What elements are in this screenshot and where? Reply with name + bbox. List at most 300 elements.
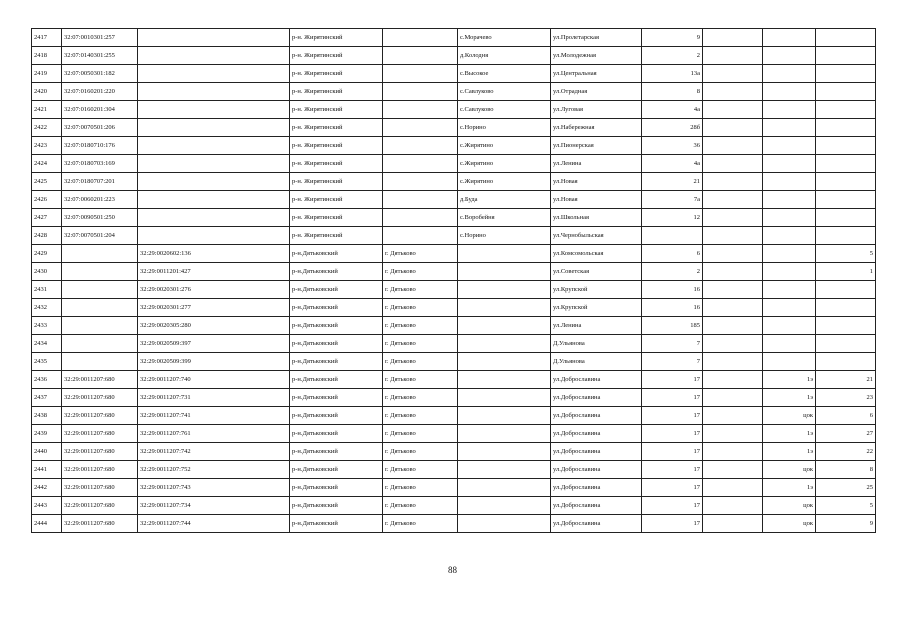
table-row — [32, 209, 876, 227]
table-cell: Д.Ульянова — [551, 335, 642, 353]
table-row — [32, 245, 876, 263]
table-row — [32, 173, 876, 191]
table-cell — [703, 443, 763, 461]
table-row — [32, 497, 876, 515]
table-cell: с.Жирятино — [458, 155, 551, 173]
table-cell — [383, 119, 458, 137]
table-cell — [703, 371, 763, 389]
table-cell: 32:29:0020305:280 — [138, 317, 290, 335]
table-cell — [816, 299, 876, 317]
table-cell — [383, 155, 458, 173]
table-cell — [703, 191, 763, 209]
table-cell: 6 — [816, 407, 876, 425]
table-cell: г. Дятьково — [383, 389, 458, 407]
table-cell — [138, 47, 290, 65]
table-cell: 2431 — [32, 281, 62, 299]
table-cell: г. Дятьково — [383, 353, 458, 371]
table-cell — [383, 29, 458, 47]
table-row — [32, 281, 876, 299]
table-cell: 32:29:0011207:740 — [138, 371, 290, 389]
table-cell: 2428 — [32, 227, 62, 245]
table-cell: ул.Крупской — [551, 281, 642, 299]
table-row — [32, 353, 876, 371]
table-cell: р-н.Дятьковский — [290, 299, 383, 317]
table-cell: ул.Крупской — [551, 299, 642, 317]
table-cell: р-н. Жирятинский — [290, 191, 383, 209]
table-cell: с.Жирятино — [458, 137, 551, 155]
table-cell: с.Савлуково — [458, 83, 551, 101]
table-cell — [816, 47, 876, 65]
table-cell — [763, 191, 816, 209]
table-cell: 32:29:0020602:136 — [138, 245, 290, 263]
table-cell: г. Дятьково — [383, 443, 458, 461]
table-cell — [763, 353, 816, 371]
table-cell: 2424 — [32, 155, 62, 173]
table-cell — [458, 389, 551, 407]
table-cell — [62, 245, 138, 263]
table-cell: 17 — [642, 425, 703, 443]
table-cell — [138, 155, 290, 173]
table-cell: 25 — [816, 479, 876, 497]
table-cell: 17 — [642, 389, 703, 407]
table-cell: 32:29:0011207:741 — [138, 407, 290, 425]
table-cell — [763, 245, 816, 263]
table-cell — [458, 353, 551, 371]
table-cell: р-н.Дятьковский — [290, 263, 383, 281]
table-cell — [458, 443, 551, 461]
table-cell: 32:29:0011207:734 — [138, 497, 290, 515]
table-cell: 32:29:0011207:680 — [62, 407, 138, 425]
table-cell: цок — [763, 497, 816, 515]
table-cell: 32:29:0011207:743 — [138, 479, 290, 497]
table-cell: 1э — [763, 425, 816, 443]
table-cell: ул.Отрадная — [551, 83, 642, 101]
table-row — [32, 29, 876, 47]
table-cell — [703, 515, 763, 533]
table-cell: 32:29:0011207:680 — [62, 515, 138, 533]
table-cell — [62, 281, 138, 299]
table-cell: 2429 — [32, 245, 62, 263]
table-cell: 32:29:0011207:731 — [138, 389, 290, 407]
table-row — [32, 317, 876, 335]
table-cell: 2443 — [32, 497, 62, 515]
table-cell: д.Колодня — [458, 47, 551, 65]
table-cell: ул.Молодежная — [551, 47, 642, 65]
table-cell — [703, 209, 763, 227]
table-row — [32, 407, 876, 425]
table-cell: ул.Ленина — [551, 155, 642, 173]
table-cell: 2418 — [32, 47, 62, 65]
table-row — [32, 119, 876, 137]
table-cell — [383, 83, 458, 101]
table-cell: ул.Доброславина — [551, 407, 642, 425]
table-cell — [703, 299, 763, 317]
table-cell: 2425 — [32, 173, 62, 191]
table-row — [32, 461, 876, 479]
table-cell — [458, 497, 551, 515]
table-row — [32, 137, 876, 155]
table-cell: 2433 — [32, 317, 62, 335]
table-cell: 32:29:0020509:399 — [138, 353, 290, 371]
table-cell — [138, 137, 290, 155]
table-cell: 32:07:0180710:176 — [62, 137, 138, 155]
table-cell — [816, 281, 876, 299]
table-cell: 2427 — [32, 209, 62, 227]
table-cell — [763, 137, 816, 155]
table-cell — [763, 65, 816, 83]
table-cell: 32:07:0070501:204 — [62, 227, 138, 245]
table-cell — [383, 209, 458, 227]
table-cell: 2430 — [32, 263, 62, 281]
table-cell: 27 — [816, 425, 876, 443]
table-cell — [703, 173, 763, 191]
table-cell: 7а — [642, 191, 703, 209]
table-cell: 2 — [642, 263, 703, 281]
table-cell: 32:07:0160201:220 — [62, 83, 138, 101]
table-row — [32, 263, 876, 281]
table-cell: ул.Набережная — [551, 119, 642, 137]
table-cell — [138, 65, 290, 83]
table-cell: р-н.Дятьковский — [290, 425, 383, 443]
table-cell — [763, 227, 816, 245]
table-cell: цок — [763, 515, 816, 533]
table-cell: 1э — [763, 443, 816, 461]
table-cell: р-н.Дятьковский — [290, 335, 383, 353]
table-cell: р-н.Дятьковский — [290, 389, 383, 407]
table-cell — [703, 227, 763, 245]
table-cell — [763, 29, 816, 47]
table-cell — [458, 461, 551, 479]
table-row — [32, 425, 876, 443]
table-cell — [816, 101, 876, 119]
table-cell: р-н.Дятьковский — [290, 407, 383, 425]
table-cell: р-н. Жирятинский — [290, 29, 383, 47]
table-cell: р-н.Дятьковский — [290, 497, 383, 515]
table-cell: 32:07:0090501:250 — [62, 209, 138, 227]
table-row — [32, 65, 876, 83]
table-cell: 1 — [816, 263, 876, 281]
table-cell: ул.Доброславина — [551, 497, 642, 515]
table-cell: 2421 — [32, 101, 62, 119]
table-cell: 16 — [642, 299, 703, 317]
table-cell — [383, 191, 458, 209]
table-cell: 32:07:0180703:169 — [62, 155, 138, 173]
table-cell — [383, 137, 458, 155]
table-row — [32, 227, 876, 245]
table-cell: 32:29:0011207:680 — [62, 443, 138, 461]
table-cell: 2436 — [32, 371, 62, 389]
table-cell: 4а — [642, 155, 703, 173]
table-cell: г. Дятьково — [383, 461, 458, 479]
table-cell — [62, 299, 138, 317]
table-cell: р-н. Жирятинский — [290, 83, 383, 101]
table-cell — [763, 299, 816, 317]
table-cell — [703, 119, 763, 137]
table-row — [32, 47, 876, 65]
table-cell — [703, 425, 763, 443]
table-cell: д.Буда — [458, 191, 551, 209]
table-cell: 2426 — [32, 191, 62, 209]
table-cell — [816, 227, 876, 245]
table-cell: 22 — [816, 443, 876, 461]
table-cell — [703, 407, 763, 425]
table-cell: г. Дятьково — [383, 317, 458, 335]
table-cell — [703, 155, 763, 173]
table-cell — [816, 335, 876, 353]
table-cell: ул.Луговая — [551, 101, 642, 119]
table-cell — [62, 353, 138, 371]
table-cell — [62, 263, 138, 281]
table-cell: ул.Советская — [551, 263, 642, 281]
table-cell: 2422 — [32, 119, 62, 137]
table-cell: 32:29:0011207:742 — [138, 443, 290, 461]
table-cell — [703, 137, 763, 155]
table-cell — [62, 317, 138, 335]
table-cell — [703, 461, 763, 479]
page-number: 88 — [448, 565, 457, 575]
table-cell: р-н.Дятьковский — [290, 515, 383, 533]
table-cell: 32:29:0011207:680 — [62, 461, 138, 479]
table-cell: с.Высокое — [458, 65, 551, 83]
table-cell: р-н.Дятьковский — [290, 371, 383, 389]
table-cell: 7 — [642, 353, 703, 371]
table-cell: р-н.Дятьковский — [290, 353, 383, 371]
table-cell: 6 — [642, 245, 703, 263]
table-cell — [138, 101, 290, 119]
table-cell — [383, 173, 458, 191]
table-cell: 32:29:0011207:680 — [62, 389, 138, 407]
table-cell: 17 — [642, 443, 703, 461]
table-cell: р-н.Дятьковский — [290, 443, 383, 461]
table-cell: 21 — [816, 371, 876, 389]
table-cell — [458, 425, 551, 443]
table-cell — [763, 119, 816, 137]
table-cell — [763, 173, 816, 191]
table-cell: 8 — [816, 461, 876, 479]
table-cell: 32:07:0060201:223 — [62, 191, 138, 209]
table-cell: р-н. Жирятинский — [290, 101, 383, 119]
table-cell: 2434 — [32, 335, 62, 353]
table-cell — [458, 263, 551, 281]
table-cell: 17 — [642, 407, 703, 425]
table-row — [32, 191, 876, 209]
table-cell: 32:29:0011201:427 — [138, 263, 290, 281]
table-row — [32, 515, 876, 533]
table-cell: 32:29:0011207:744 — [138, 515, 290, 533]
table-cell: с.Воробейня — [458, 209, 551, 227]
table-cell: г. Дятьково — [383, 479, 458, 497]
table-cell: 2419 — [32, 65, 62, 83]
table-cell — [383, 101, 458, 119]
table-cell: 32:29:0020301:277 — [138, 299, 290, 317]
table-cell: 1э — [763, 371, 816, 389]
table-cell — [763, 101, 816, 119]
table-cell: г. Дятьково — [383, 371, 458, 389]
table-cell: 32:29:0011207:761 — [138, 425, 290, 443]
table-cell — [458, 317, 551, 335]
table-cell — [138, 173, 290, 191]
table-cell — [816, 29, 876, 47]
table-cell: 2441 — [32, 461, 62, 479]
table-cell: 17 — [642, 515, 703, 533]
table-cell — [763, 317, 816, 335]
table-cell: ул.Пионерская — [551, 137, 642, 155]
table-cell — [703, 281, 763, 299]
table-row — [32, 389, 876, 407]
table-cell — [383, 47, 458, 65]
table-cell — [816, 119, 876, 137]
table-cell — [816, 191, 876, 209]
table-cell: 32:07:0010301:257 — [62, 29, 138, 47]
table-cell: 32:29:0011207:680 — [62, 371, 138, 389]
table-cell — [458, 371, 551, 389]
table-cell: ул.Доброславина — [551, 479, 642, 497]
table-cell: 1э — [763, 389, 816, 407]
table-cell: г. Дятьково — [383, 299, 458, 317]
table-cell: р-н. Жирятинский — [290, 209, 383, 227]
table-cell: г. Дятьково — [383, 497, 458, 515]
table-cell — [458, 479, 551, 497]
table-cell: Д.Ульянова — [551, 353, 642, 371]
table-cell — [816, 83, 876, 101]
table-cell — [763, 263, 816, 281]
table-cell: 2444 — [32, 515, 62, 533]
table-cell: 9 — [816, 515, 876, 533]
table-cell: ул.Доброславина — [551, 371, 642, 389]
table-cell: 2442 — [32, 479, 62, 497]
table-cell — [763, 335, 816, 353]
table-row — [32, 101, 876, 119]
table-cell: 32:07:0140301:255 — [62, 47, 138, 65]
table-cell: с.Жирятино — [458, 173, 551, 191]
table-cell: 17 — [642, 461, 703, 479]
table-cell — [703, 29, 763, 47]
table-cell — [703, 497, 763, 515]
table-cell: 16 — [642, 281, 703, 299]
table-cell: цок — [763, 461, 816, 479]
table-cell: р-н.Дятьковский — [290, 479, 383, 497]
table-cell: 32:29:0011207:680 — [62, 425, 138, 443]
table-cell: 12 — [642, 209, 703, 227]
table-cell — [138, 29, 290, 47]
table-cell — [458, 299, 551, 317]
table-cell — [138, 227, 290, 245]
table-cell: ул.Пролетарская — [551, 29, 642, 47]
table-cell: 7 — [642, 335, 703, 353]
table-cell: с.Савлуково — [458, 101, 551, 119]
table-cell: 32:29:0011207:752 — [138, 461, 290, 479]
table-cell: 4а — [642, 101, 703, 119]
table-cell: 17 — [642, 479, 703, 497]
table-cell — [816, 65, 876, 83]
table-cell — [703, 263, 763, 281]
table-cell — [763, 155, 816, 173]
table-cell: 32:07:0070501:206 — [62, 119, 138, 137]
table-cell: ул.Школьная — [551, 209, 642, 227]
table-cell: 32:07:0180707:201 — [62, 173, 138, 191]
table-cell — [642, 227, 703, 245]
table-cell: ул.Доброславина — [551, 389, 642, 407]
table-cell: р-н.Дятьковский — [290, 317, 383, 335]
table-cell: г. Дятьково — [383, 245, 458, 263]
table-cell: 2417 — [32, 29, 62, 47]
table-cell: г. Дятьково — [383, 335, 458, 353]
table-cell — [138, 209, 290, 227]
table-cell: ул.Доброславина — [551, 425, 642, 443]
table-cell: ул.Ленина — [551, 317, 642, 335]
table-cell: р-н. Жирятинский — [290, 119, 383, 137]
table-cell: ул.Центральная — [551, 65, 642, 83]
table-cell: с.Морачево — [458, 29, 551, 47]
table-cell: г. Дятьково — [383, 407, 458, 425]
table-cell — [816, 155, 876, 173]
table-cell — [62, 335, 138, 353]
table-cell: ул.Новая — [551, 173, 642, 191]
table-cell: с.Норино — [458, 119, 551, 137]
table-cell — [383, 227, 458, 245]
table-cell — [703, 335, 763, 353]
table-cell: 17 — [642, 371, 703, 389]
table-cell — [458, 245, 551, 263]
table-cell: 2435 — [32, 353, 62, 371]
table-cell: р-н.Дятьковский — [290, 245, 383, 263]
table-cell: г. Дятьково — [383, 425, 458, 443]
table-cell: р-н. Жирятинский — [290, 173, 383, 191]
table-cell: 2438 — [32, 407, 62, 425]
table-cell: ул.Доброславина — [551, 515, 642, 533]
table-row — [32, 479, 876, 497]
table-cell — [763, 209, 816, 227]
table-cell: р-н.Дятьковский — [290, 281, 383, 299]
table-cell: р-н.Дятьковский — [290, 461, 383, 479]
registry-body — [32, 29, 876, 533]
table-cell — [138, 191, 290, 209]
table-cell — [458, 515, 551, 533]
table-cell: 2432 — [32, 299, 62, 317]
table-cell — [763, 281, 816, 299]
table-cell — [703, 389, 763, 407]
table-cell: 185 — [642, 317, 703, 335]
table-cell — [138, 119, 290, 137]
table-row — [32, 299, 876, 317]
table-row — [32, 335, 876, 353]
table-cell: р-н. Жирятинский — [290, 65, 383, 83]
table-cell — [763, 47, 816, 65]
table-cell: 5 — [816, 497, 876, 515]
table-cell: с.Норино — [458, 227, 551, 245]
table-cell: 36 — [642, 137, 703, 155]
table-cell — [816, 353, 876, 371]
table-row — [32, 443, 876, 461]
table-cell: ул.Доброславина — [551, 461, 642, 479]
table-cell: 32:29:0020509:397 — [138, 335, 290, 353]
table-cell: р-н. Жирятинский — [290, 47, 383, 65]
table-cell: 13а — [642, 65, 703, 83]
table-cell — [703, 65, 763, 83]
table-cell — [816, 209, 876, 227]
table-row — [32, 155, 876, 173]
table-cell: 2 — [642, 47, 703, 65]
table-cell — [703, 353, 763, 371]
table-cell: г. Дятьково — [383, 515, 458, 533]
table-cell: 17 — [642, 497, 703, 515]
table-cell: ул.Комсомольская — [551, 245, 642, 263]
table-cell — [703, 245, 763, 263]
table-cell: цок — [763, 407, 816, 425]
table-cell — [816, 173, 876, 191]
table-cell: р-н. Жирятинский — [290, 227, 383, 245]
table-cell — [138, 83, 290, 101]
